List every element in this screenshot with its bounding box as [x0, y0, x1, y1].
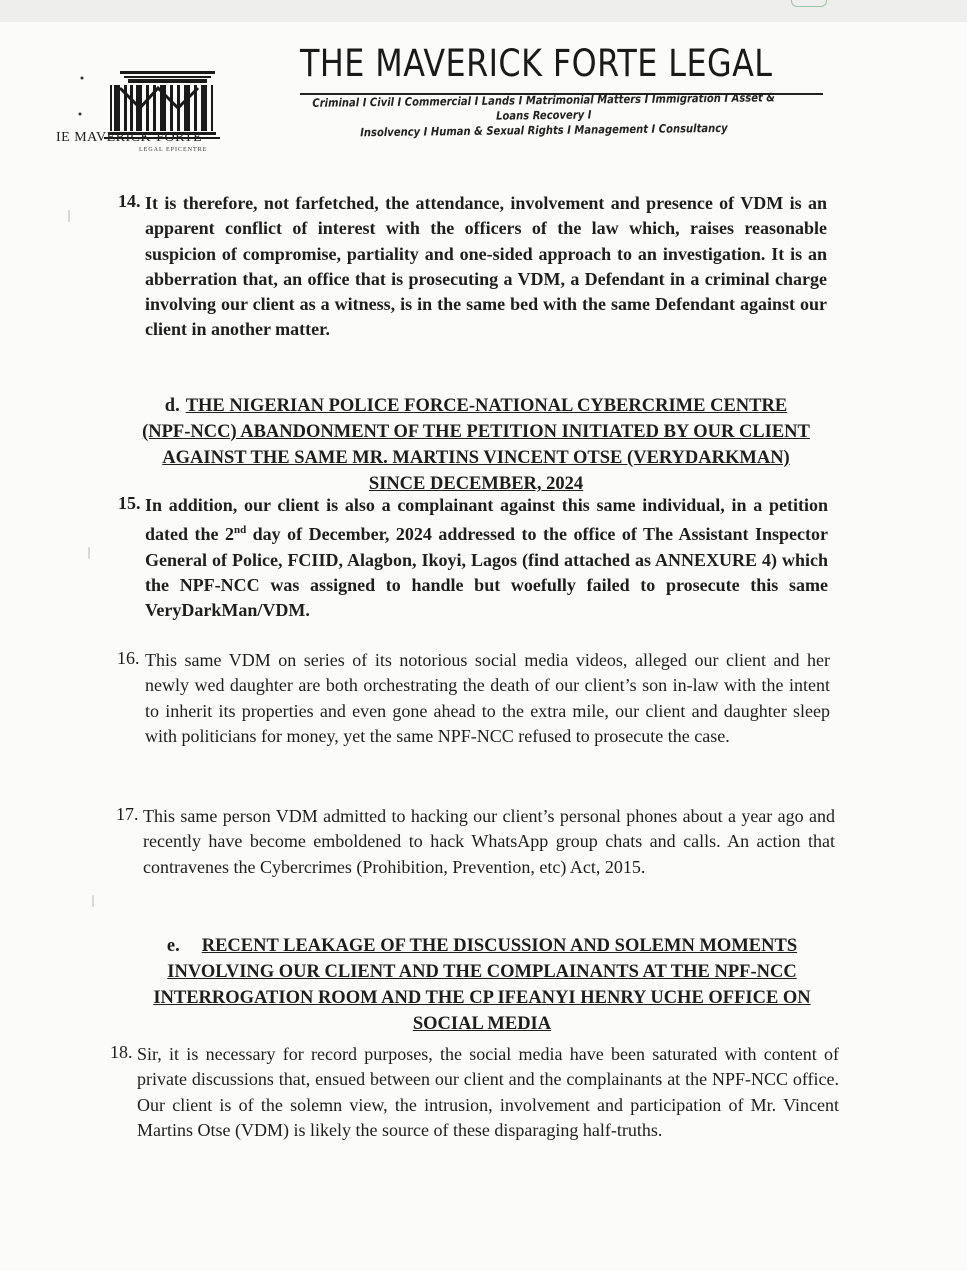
paragraph-16: This same VDM on series of its notorious social media videos, alleged our client and her newly wed daughter are both orchestrating the death of our client’s son in-law with the intent to inherit its properties and even gone ahead to the extra mile, our client and daughter sleep with politicians for money, yet the same NPF-NCC refused to prosecute the case. — [145, 650, 830, 746]
logo-subcaption: LEGAL EPICENTRE — [139, 147, 208, 153]
logo-caption: IE MAVERICK-FORTE — [56, 130, 203, 145]
firm-name: THE MAVERICK FORTE LEGAL — [300, 42, 773, 85]
document-page — [0, 22, 967, 1271]
scan-mark — [92, 895, 94, 907]
services-list — [300, 90, 788, 141]
viewer-top-bar — [0, 0, 967, 22]
paragraph-number: 17. — [116, 804, 139, 824]
heading-letter: d. — [164, 396, 180, 416]
scan-mark — [88, 547, 90, 559]
heading-text: THE NIGERIAN POLICE FORCE-NATIONAL CYBERCRIME CENTRE (NPF-NCC) ABANDONMENT OF THE PETITION INITIATED BY OUR CLIENT AGAINST THE SAME MR. MARTINS VINCENT OTSE (VERYDARKMAN) SINCE DECEMBER, 2024 — [142, 396, 810, 494]
services-line-2: Insolvency I Human & Sexual Rights I Management I Consultancy — [360, 120, 728, 140]
viewer-tab-indicator — [791, 0, 827, 7]
section-heading-e — [132, 933, 832, 1037]
paragraph-text: day of December, 2024 addressed to the office of The Assistant Inspector General of Police, FCIID, Alagbon, Ikoyi, Lagos (find attached as ANNEXURE 4) which the NPF-NCC was assigned to handle but woefully failed to prosecute this same VeryDarkMan/VDM. — [145, 524, 829, 621]
paragraph-number: 16. — [117, 648, 140, 668]
heading-text: RECENT LEAKAGE OF THE DISCUSSION AND SOLEMN MOMENTS INVOLVING OUR CLIENT AND THE COMPLAINANTS AT THE NPF-NCC INTERROGATION ROOM AND THE CP IFEANYI HENRY UCHE OFFICE ON SOCIAL MEDIA — [153, 936, 811, 1034]
paragraph-17: This same person VDM admitted to hacking our client’s personal phones about a year ago and recently have become emboldened to hack WhatsApp group chats and calls. An action that contravenes the Cybercrimes (Prohibition, Prevention, etc) Act, 2015. — [143, 806, 835, 877]
paragraph-number: 14. — [118, 191, 141, 211]
ordinal-suffix: nd — [233, 524, 247, 537]
services-line-1: Criminal I Civil I Commercial I Lands I Matrimonial Matters I Immigration I Asset & Loans Recovery I — [312, 90, 776, 123]
paragraph-number: 18. — [110, 1042, 133, 1062]
heading-letter: e. — [166, 936, 180, 956]
section-heading-d — [140, 393, 812, 497]
scan-mark — [68, 210, 70, 222]
paragraph-text: In addition, our client is also a complainant against this same individual, in a petition dated the 2 — [145, 495, 828, 545]
paragraph-number: 15. — [118, 493, 141, 513]
paragraph-15 — [145, 493, 828, 623]
paragraph-18: Sir, it is necessary for record purposes, the social media have been saturated with content of private discussions that, ensued between our client and the complainants at the NPF-NCC office. Our client is of the solemn view, the intrusion, involvement and participation of Mr. Vincent Martins Otse (VDM) is likely the source of these disparaging half-truths. — [137, 1044, 839, 1140]
paragraph-14: It is therefore, not farfetched, the attendance, involvement and presence of VDM is an apparent conflict of interest with the officers of the law which, raises reasonable suspicion of compromise, partiality and one-sided approach to an investigation. It is an abberration that, an office that is prosecuting a VDM, a Defendant in a criminal charge involving our client as a witness, is in the same bed with the same Defendant against our client in another matter. — [145, 193, 827, 340]
